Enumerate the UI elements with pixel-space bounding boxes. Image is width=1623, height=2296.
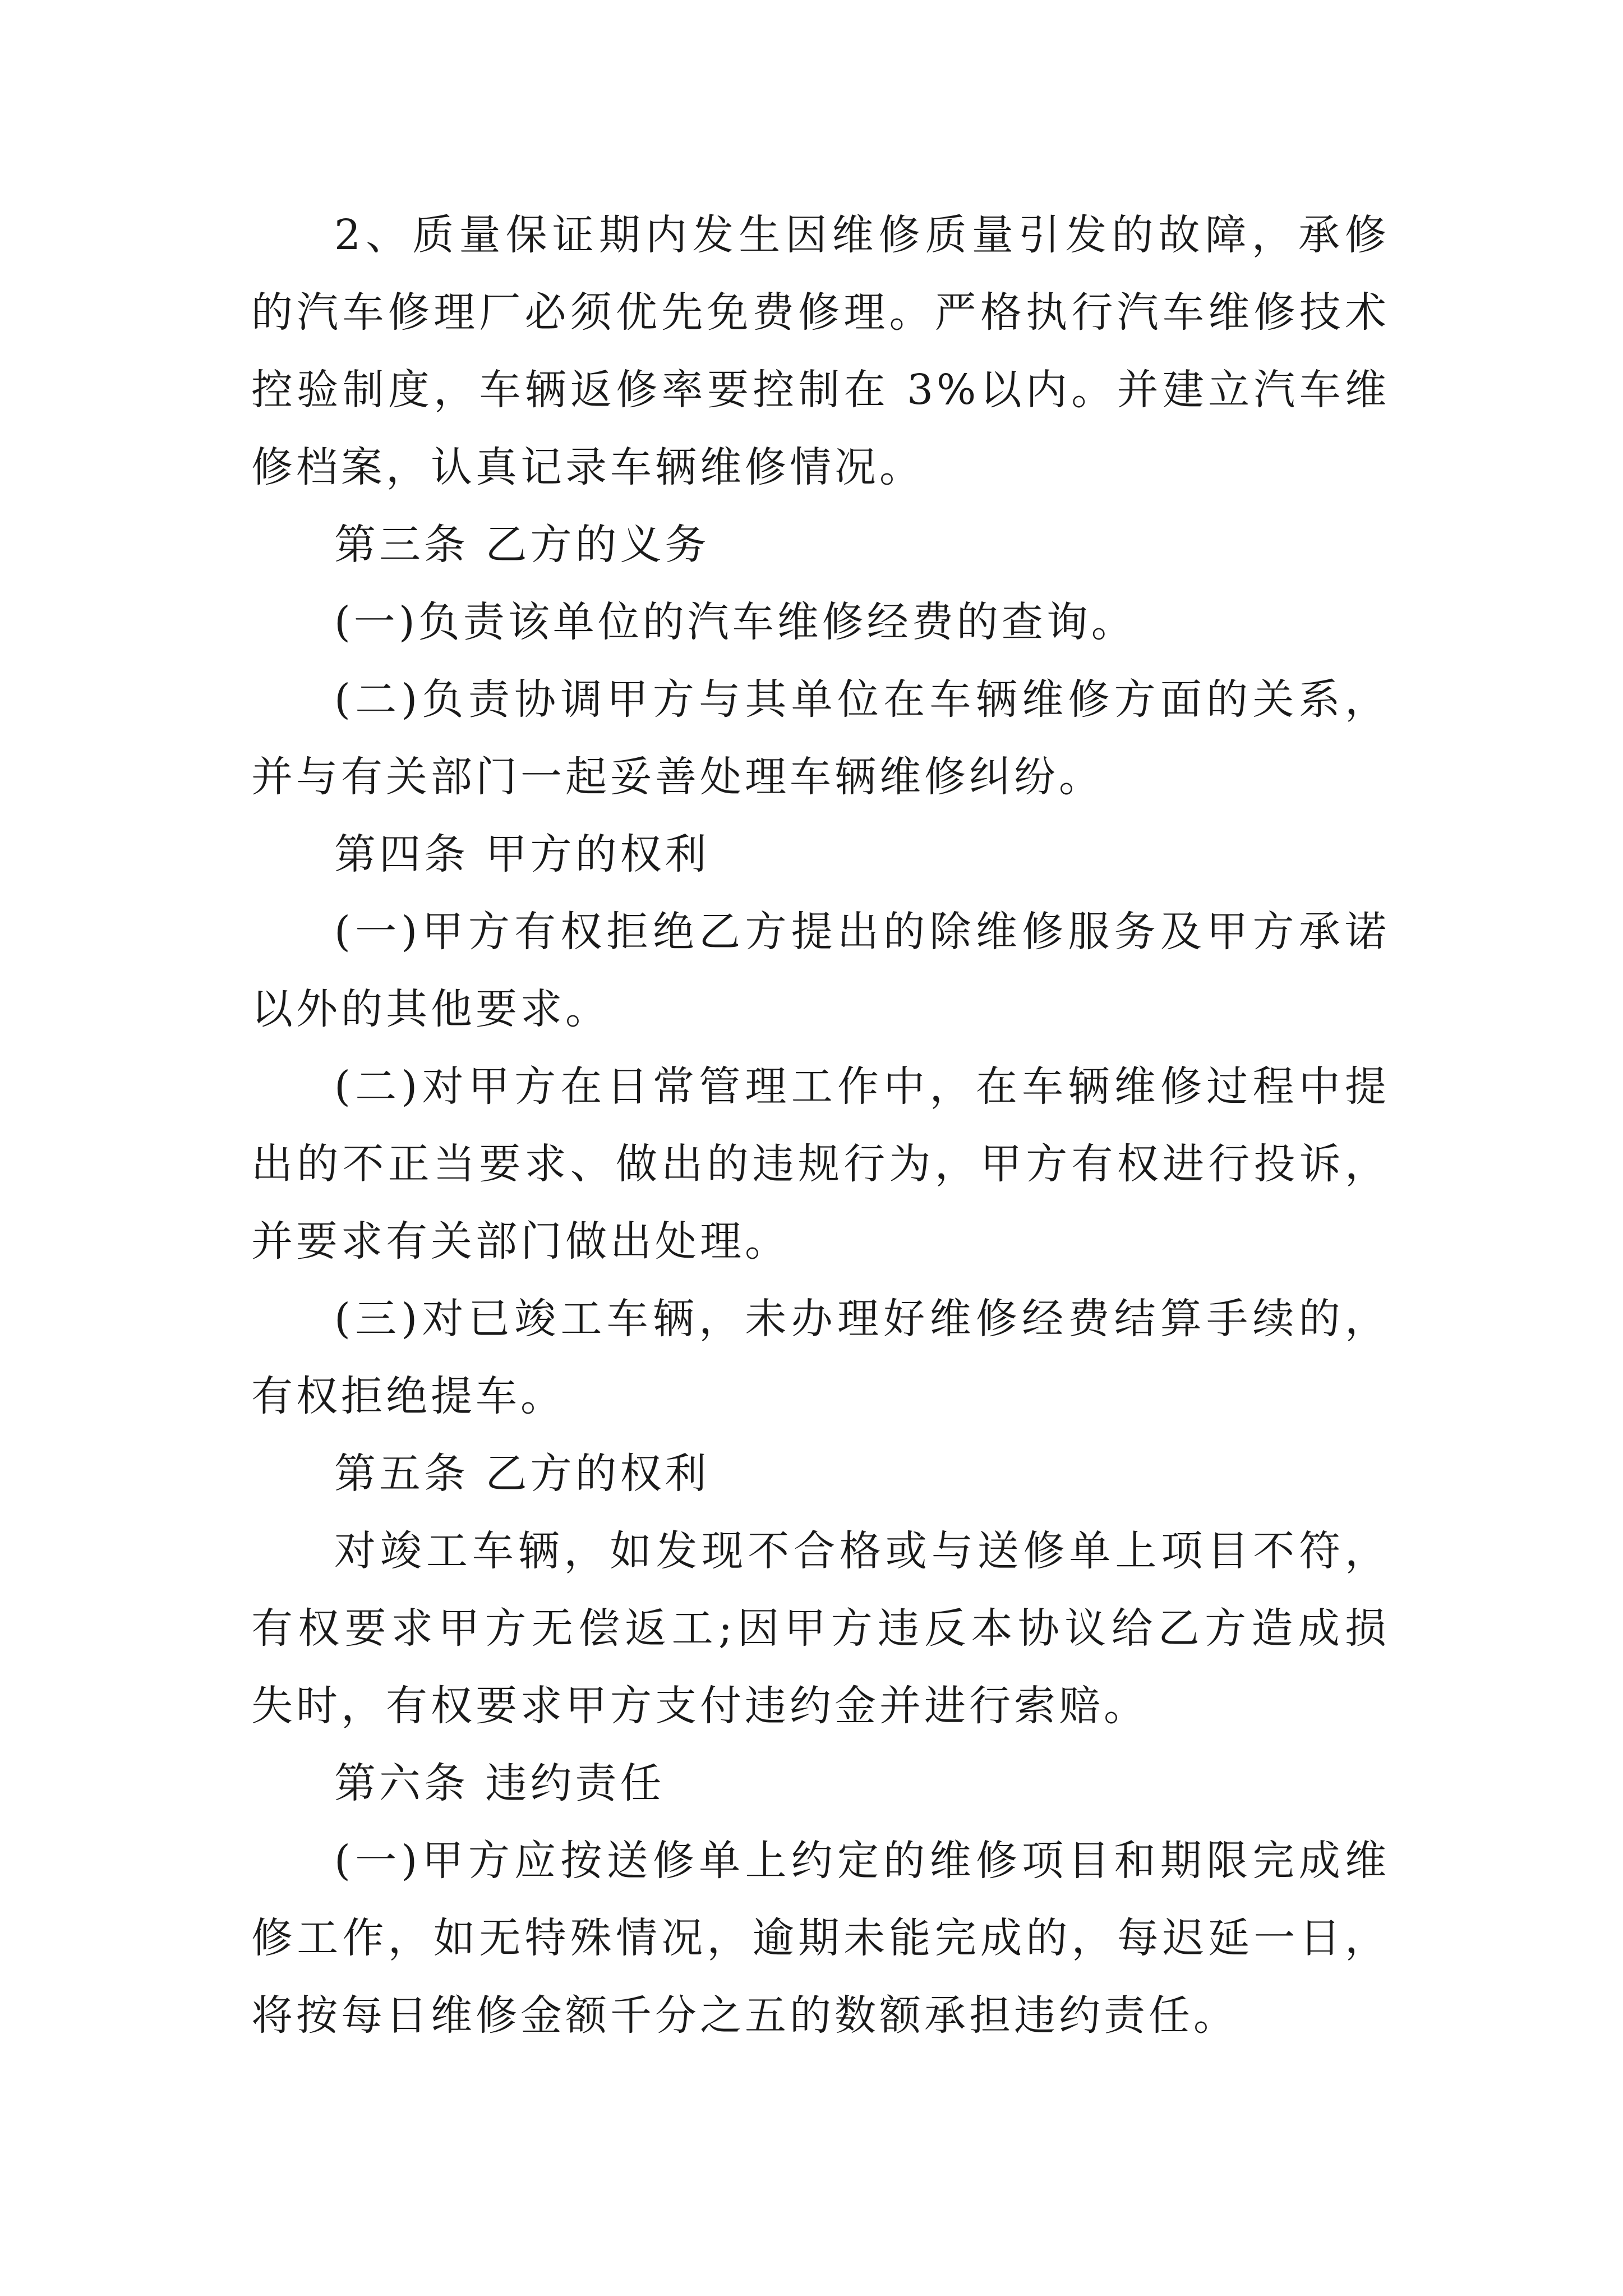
- article-6-heading: 第六条 违约责任: [334, 1759, 665, 1807]
- paragraph-4-2: (二)对甲方在日常管理工作中，在车辆维修过程中提出的不正当要求、做出的违规行为，甲方有权进行投诉，并要求有关部门做出处理。: [251, 1062, 1390, 1266]
- article-4-heading: 第四条 甲方的权利: [334, 830, 710, 878]
- paragraph-5-1: 对竣工车辆，如发现不合格或与送修单上项目不符，有权要求甲方无偿返工;因甲方违反本协议给乙方造成损失时，有权要求甲方支付违约金并进行索赔。: [251, 1527, 1390, 1730]
- article-3-heading: 第三条 乙方的义务: [334, 521, 710, 569]
- paragraph-3-1: (一)负责该单位的汽车维修经费的查询。: [334, 598, 1136, 646]
- paragraph-4-3: (三)对已竣工车辆，未办理好维修经费结算手续的，有权拒绝提车。: [251, 1295, 1390, 1420]
- paragraph-quality-warranty: 2、质量保证期内发生因维修质量引发的故障，承修的汽车修理厂必须优先免费修理。严格执行汽车维修技术控验制度，车辆返修率要控制在 3%以内。并建立汽车维修档案，认真记录车辆维修情况。: [251, 211, 1390, 491]
- paragraph-6-1: (一)甲方应按送修单上约定的维修项目和期限完成维修工作，如无特殊情况，逾期未能完成的，每迟延一日，将按每日维修金额千分之五的数额承担违约责任。: [251, 1837, 1390, 2040]
- article-5-heading: 第五条 乙方的权利: [334, 1450, 710, 1498]
- paragraph-4-1: (一)甲方有权拒绝乙方提出的除维修服务及甲方承诺以外的其他要求。: [251, 908, 1390, 1033]
- document-body: [251, 196, 1390, 2054]
- paragraph-3-2: (二)负责协调甲方与其单位在车辆维修方面的关系，并与有关部门一起妥善处理车辆维修纠纷。: [251, 675, 1390, 801]
